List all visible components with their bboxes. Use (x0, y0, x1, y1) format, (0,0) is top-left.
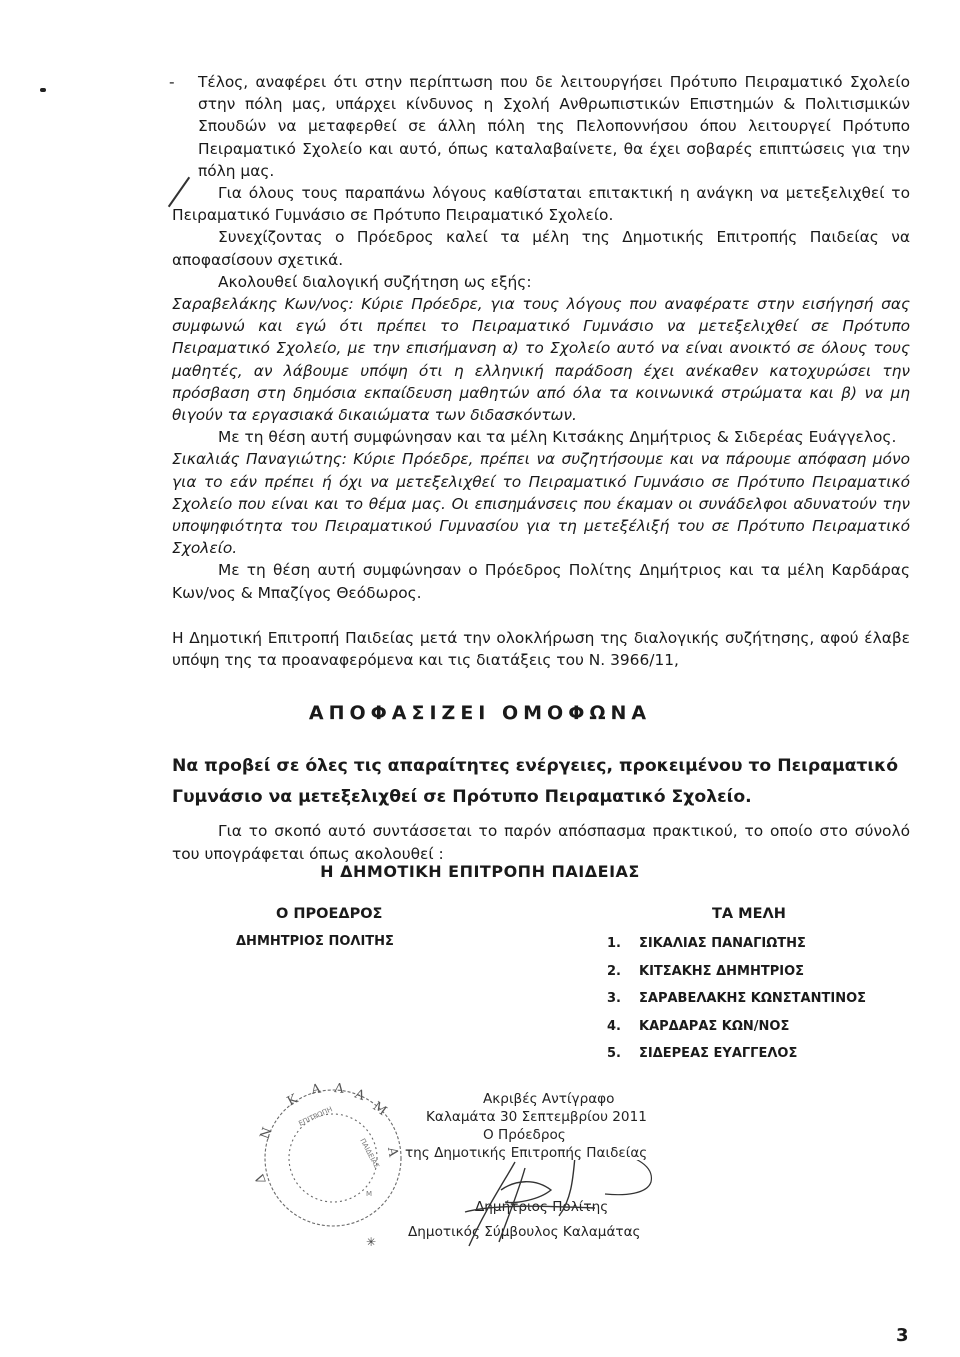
president-name: ΔΗΜΗΤΡΙΟΣ ΠΟΛΙΤΗΣ (236, 934, 394, 949)
committee-title: Η ΔΗΜΟΤΙΚΗ ΕΠΙΤΡΟΠΗ ΠΑΙΔΕΙΑΣ (320, 862, 640, 881)
members-heading: ΤΑ ΜΕΛΗ (712, 906, 786, 922)
scan-speck (40, 88, 46, 92)
svg-text:Ν: Ν (257, 1125, 276, 1142)
agreement-2: Με τη θέση αυτή συμφώνησαν ο Πρόεδρος Πολίτης Δημήτριος και τα μέλη Καρδάρας Κων/νος & Μπαζίγος Θεόδωρος. (172, 561, 910, 602)
member-number: 1. (607, 936, 621, 951)
members-list (607, 934, 866, 1072)
svg-text:Α: Α (384, 1146, 401, 1158)
member-name: ΣΙΔΕΡΕΑΣ ΕΥΑΓΓΕΛΟΣ (639, 1046, 798, 1062)
cert-line-name: Δημήτριος Πολίτης (475, 1199, 609, 1215)
member-item (607, 1044, 866, 1072)
member-item (607, 1017, 866, 1045)
member-name: ΚΑΡΔΑΡΑΣ ΚΩΝ/ΝΟΣ (639, 1018, 790, 1034)
body-text (169, 71, 910, 671)
cert-line-date: Καλαμάτα 30 Σεπτεμβρίου 2011 (426, 1109, 647, 1125)
page-number: 3 (896, 1325, 909, 1346)
paragraph-president-call: Συνεχίζοντας ο Πρόεδρος καλεί τα μέλη της Δημοτικής Επιτροπής Παιδείας να αποφασίσουν σχετικά. (172, 228, 910, 269)
official-seal-stamp-icon (248, 1078, 418, 1248)
svg-text:Μ: Μ (369, 1099, 390, 1120)
svg-text:ΕΠΙΤΡΟΠΗ: ΕΠΙΤΡΟΠΗ (297, 1105, 334, 1128)
member-number: 2. (607, 963, 621, 979)
cert-line-accurate-copy: Ακριβές Αντίγραφο (483, 1091, 615, 1107)
cert-line-president: Ο Πρόεδρος (483, 1127, 566, 1143)
paragraph-discussion-intro: Ακολουθεί διαλογική συζήτηση ως εξής: (218, 272, 532, 291)
member-item (607, 962, 866, 990)
closing-text: Για το σκοπό αυτό συντάσσεται το παρόν απόσπασμα πρακτικού, το οποίο στο σύνολό του υπογράφεται όπως ακολουθεί : (172, 822, 910, 863)
bullet-dash: - (169, 73, 175, 91)
member-name: ΣΙΚΑΛΙΑΣ ΠΑΝΑΓΙΩΤΗΣ (639, 936, 806, 951)
member-number: 4. (607, 1018, 621, 1034)
member-name: ΚΙΤΣΑΚΗΣ ΔΗΜΗΤΡΙΟΣ (639, 963, 805, 979)
svg-text:Α: Α (352, 1086, 367, 1104)
member-name: ΣΑΡΑΒΕΛΑΚΗΣ ΚΩΝΣΤΑΝΤΙΝΟΣ (639, 991, 867, 1007)
svg-text:Λ: Λ (333, 1081, 345, 1097)
decision-title: ΑΠΟΦΑΣΙΖΕΙ ΟΜΟΦΩΝΑ (308, 702, 652, 724)
member-item (607, 934, 866, 962)
president-role: Ο ΠΡΟΕΔΡΟΣ (276, 906, 383, 922)
svg-text:Κ: Κ (284, 1091, 301, 1110)
member-number: 3. (607, 991, 621, 1007)
svg-text:Μ: Μ (366, 1190, 373, 1198)
paragraph-closing-remarks (169, 71, 910, 182)
member-number: 5. (607, 1046, 621, 1062)
paragraph-1-text: Τέλος, αναφέρει ότι στην περίπτωση που δε λειτουργήσει Πρότυπο Πειραματικό Σχολείο στην πόλη μας, υπάρχει κίνδυνος η Σχολή Ανθρωπιστικών Επιστημών & Πολιτισμικών Σπουδών να μεταφερθεί σε άλλη πόλη της Πελοποννήσου όπου λειτουργεί Πρότυπο Πειραματικό Σχολείο και αυτό, όπως καταλαβαίνετε, θα έχει σοβαρές επιπτώσεις για την πόλη μας. (198, 73, 910, 180)
member-item (607, 989, 866, 1017)
svg-text:ΠΑΙΔΕΙΑΣ: ΠΑΙΔΕΙΑΣ (358, 1137, 381, 1170)
svg-text:Δ: Δ (252, 1171, 270, 1186)
agreement-1: Με τη θέση αυτή συμφώνησαν και τα μέλη Κιτσάκης Δημήτριος & Σιδερέας Ευάγγελος. (218, 428, 897, 447)
svg-text:Α: Α (310, 1081, 322, 1098)
cert-line-title: Δημοτικός Σύμβουλος Καλαμάτας (408, 1224, 641, 1240)
decision-text: Να προβεί σε όλες τις απαραίτητες ενέργειες, προκειμένου το Πειραματικό Γυμνάσιο να μετεξελιχθεί σε Πρότυπο Πειραματικό Σχολείο. (172, 756, 899, 807)
handwritten-signature-icon (455, 1160, 675, 1250)
paragraph-reasons: Για όλους τους παραπάνω λόγους καθίσταται επιτακτική η ανάγκη να μετεξελιχθεί το Πειραματικό Γυμνάσιο σε Πρότυπο Πειραματικό Σχολείο. (172, 184, 910, 225)
committee-paragraph: Η Δημοτική Επιτροπή Παιδείας μετά την ολοκλήρωση της διαλογικής συζήτησης, αφού έλαβε υπόψη της τα προαναφερόμενα και τις διατάξεις του Ν. 3966/11, (172, 628, 910, 670)
speech-sikalias: Σικαλιάς Παναγιώτης: Κύριε Πρόεδρε, πρέπει να συζητήσουμε και να πάρουμε απόφαση μόνο για το εάν πρέπει ή όχι να μετεξελιχθεί το Πειραματικό Γυμνάσιο σε Πρότυπο Πειραματικό Σχολείο που είναι και το θέμα μας. Οι επισημάνσεις που έκαμαν οι συνάδελφοι αδυνατούν την υποψηφιότητα του Πειραματικού Γυμνασίου για τη μετεξέλιξή του σε Πρότυπο Πειραματικό Σχολείο. (172, 450, 910, 558)
speech-saravelakis: Σαραβελάκης Κων/νος: Κύριε Πρόεδρε, για τους λόγους που αναφέρατε στην εισήγησή σας συμφωνώ και εγώ ότι πρέπει το Πειραματικό Γυμνάσιο να μετεξελιχθεί σε Πρότυπο Πειραματικό Σχολείο, με την επισήμανση α) το Σχολείο αυτό να είναι ανοικτό σε όλους τους μαθητές, αν λάβουμε υπόψη ότι η ελληνική παράδοση έχει ανέκαθεν κατοχυρώσει την πρόσβαση στη δημόσια εκπαίδευση μαθητών από όλα τα κοινωνικά στρώματα και β) να μη θιγούν τα εργασιακά δικαιώματα των διδασκόντων. (172, 295, 910, 425)
cert-line-committee: της Δημοτικής Επιτροπής Παιδείας (405, 1145, 648, 1161)
svg-text:✳: ✳ (366, 1235, 377, 1248)
